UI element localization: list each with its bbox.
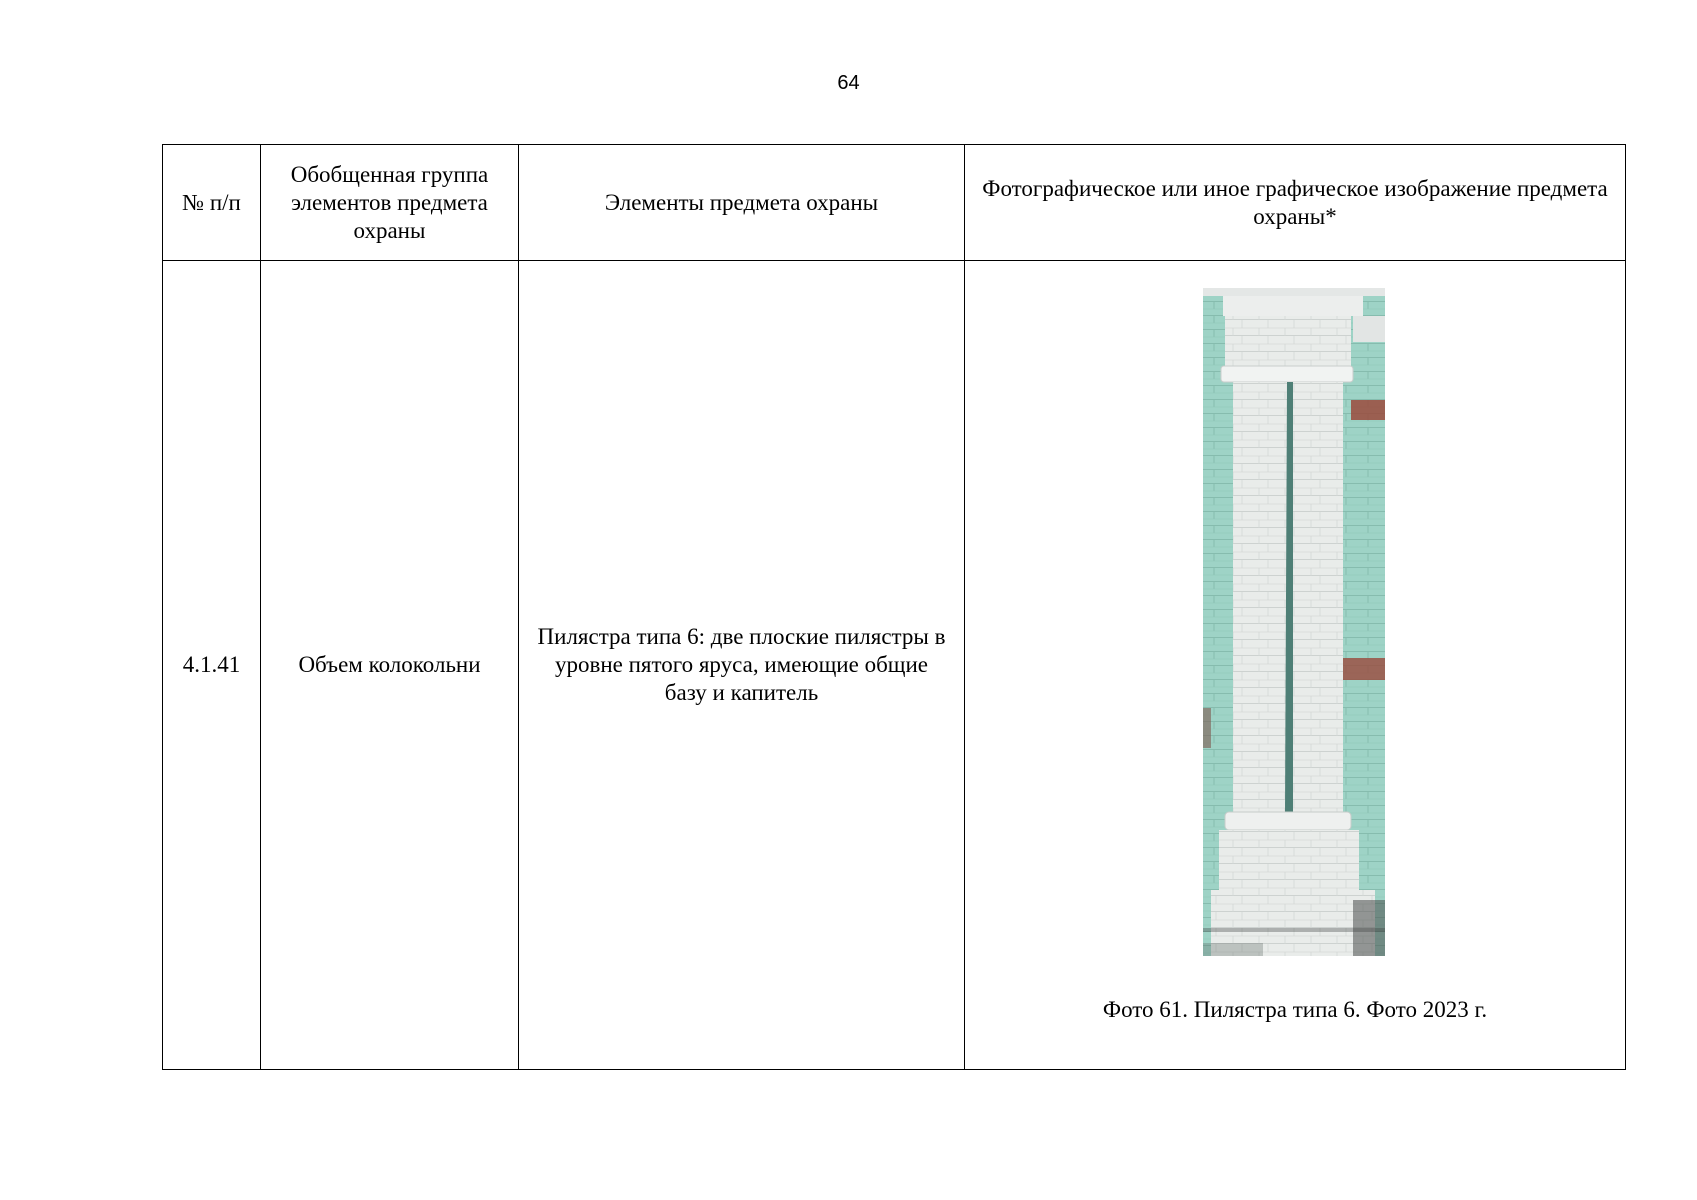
header-group: Обобщенная группа элементов предмета охраны [261, 145, 519, 261]
row-elements: Пилястра типа 6: две плоские пилястры в уровне пятого яруса, имеющие общие базу и капитель [519, 261, 965, 1070]
row-group: Объем колокольни [261, 261, 519, 1070]
pilaster-photo [1203, 288, 1385, 956]
page-number: 64 [837, 72, 860, 94]
header-elements: Элементы предмета охраны [519, 145, 965, 261]
header-number: № п/п [163, 145, 261, 261]
header-image: Фотографическое или иное графическое изображение предмета охраны* [965, 145, 1626, 261]
protection-table [162, 144, 1626, 1070]
photo-caption: Фото 61. Пилястра типа 6. Фото 2023 г. [1102, 997, 1488, 1022]
row-number: 4.1.41 [163, 261, 261, 1070]
table-header-row [163, 145, 1626, 261]
table-row [163, 261, 1626, 1070]
row-photo-cell [965, 261, 1626, 1070]
